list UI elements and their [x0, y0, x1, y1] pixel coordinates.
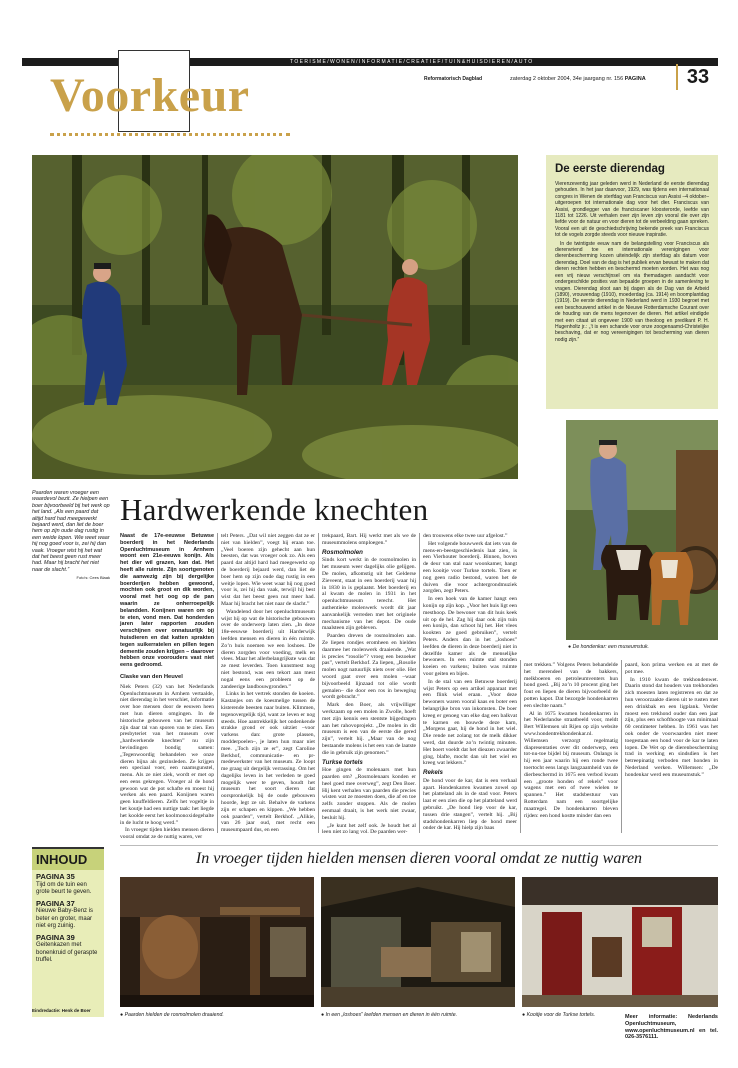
eindredactie: Eindredactie: Henk de Boer [32, 1008, 91, 1013]
inhoud-box [32, 847, 104, 1017]
article-paragraph: met trekken.” Volgens Peters behandelde het merendeel van de bakkers, melkboeren en petroleumventers hun hond goed. „Bij zo’n 10 procent ging het fout en liepen de dieren bijvoorbeeld de potten kapot. Dat bezorgde hondenkarren een slechte naam.” [524, 662, 618, 709]
article-paragraph: Niek Peters (32) van het Nederlands Openluchtmuseum in Arnhem vertaalde, niet dierendag in het verschiet, informatie over hoe mensen door de eeuwen heen met hun dieren omgingen. In de historische gebouwen van het museum zijn daar tal van sporen van te zien. Een presbyteriet van het museum over „hardwerkende knechten” nu zijn bevindingen bondig samen: „Tegenwoordig behandelen we onze dieren bijna als gezinsleden. Ze krijgen een speciaal voer, een naamsgunstel, menu. Als ze niet ziek, wordt er met op een eens gekregen. Vroeger al de hond gewoon wat de pot schafte en moest hij werken als een paard. Konijnen waren geen knuffeldieren. Zelfs het vogeltje in het koutje had een nuttige taak: het liegde het koolde eerst het koolmonoxidegehalte in de lucht te hoog werd.” [120, 683, 214, 826]
masthead-rubric: TOERISME/WONEN/INFORMATIE/CREATIEF/TUIN&HUISDIEREN/AUTO [290, 59, 534, 65]
article-column-6 [625, 662, 718, 780]
column-rule [318, 533, 319, 833]
column-rule [621, 660, 622, 833]
section-underline [50, 133, 290, 137]
photo-credit: Foto's: Cees Blaak [76, 575, 110, 581]
more-info: Meer informatie: Nederlands Openluchtmuseum, www.openluchtmuseum.nl en tel. 026-3576111. [625, 1014, 718, 1041]
article-paragraph: Wandelend door het openluchtmuseum wijst hij op wat de historische gebouwen over de onderwerp laten zien. „In deze 18e-eeuwse boerderij uit Harderwijk leefden mensen en dieren in één ruimte. Zo’n huis noemen we een loshoes. De dieren zorgden voor voeding, melk en vlees. Maar het allerbelangrijkste was dat ze mest leverden. Toen kunstmest nog niet bestond, was een tekort aan mest nogal eens een probleem op de zandeerige landbouwgronden.” [221, 608, 315, 690]
photo-row-headline: In vroeger tijden hielden mensen dieren vooral omdat ze nuttig waren [120, 845, 718, 868]
article-paragraph: trekpaard, Bart. Hij werkt met als we de museummolens omploegen.” [322, 533, 416, 546]
article-paragraph: De hond voor de kar, dat is een verhaal apart. Hondenkarren kwamen zowel op het platteland als in de stad voor. Peters laat er een zien die op het platteland werd gebruikt. „De hond liep voor de kar, tussen drie stangen”, vertelt hij. „Bij stadshondenkarren liep de hond meer onder de kar. Hij hielp zijn baas [423, 777, 517, 832]
article-paragraph: paard, kon prima werken en at met de pot mee. [625, 662, 718, 675]
paper-date: zaterdag 2 oktober 2004, 34e jaargang nr. 156 PAGINA [510, 76, 646, 82]
column-rule [520, 660, 521, 833]
article-column-5 [524, 662, 618, 820]
main-photo-caption: Paarden waren vroeger een waardevol bezit. Ze hielpen een boer bijvoorbeeld bij het werk op het land. „Als een paard dat altijd hard had meegewerkt bejaard werd, dan liet de boer hem op zijn oude dag rustig in een weide lopen. Wie weet waar hij nog goed voor is, zei hij dan vaak. Vroeger wist hij het wat dat het beest geen rust meer had. Maar hij bracht het niet naar de slacht.” Foto's: Cees Blaak [32, 490, 110, 581]
article-paragraph: In de stal van een Betuwse boerderij wijst Peters op een artikel apparaat met een flink wiel eraan. „Voor deze bewoners waren vooral kaas en boter een belangrijke bron van inkomsten. De boer kreeg er genoeg van elke dag een balkvat te karnen en bouwde deze karn, „Morgens gaat, hij de hond in het wiel. Die rende net zolang tot de melk dikker werd, dat duurde zo’n twintig minuten. Het boert voeldt dat het dieazen zwaarder ging, blafte, mocht dan uit het wiel en kreeg wat lekkers.” [423, 678, 517, 767]
paper-name: Reformatorisch Dagblad [424, 76, 483, 82]
article-paragraph: Links in het vertrek stonden de koeien. Kastanjes om de koesmelige tussen de kisterende beesten naar buiten. Klimmen, tegenovergelijk tijd, want ze leven er nog steeds. Hoe aantrekkelijk het ondenkende strakke grond er ook uitziet –voor varkens dan: grote plassen, modderpoelen–, je laten hun maar niet mee. „Toch zijn ze er”, zegt Caroline Berkhof, communicatie- en pr-medewerkster van het museum. Ze loopt me graag uit dergelijk verrassing. Om het dagelijks leven in het verleden te goed mogelijk weer te geven, houdt het museum het soort dieren dat oorspronkelijk bij de oude gebouwen hoorde, legt ze uit. Behalve de varkens zijn er schapen en kippen. „We hebben ook paarden”, vertelt Berkhof. „Alikie, van 26 jaar oud, met recht een museumpaard dus, en een [221, 691, 315, 834]
article-column-2 [221, 533, 315, 835]
main-photo-horse-plow [32, 155, 518, 479]
article-paragraph: Sinds kort werkt in de rosmolmolen in het museum weer dagelijks olie gelijgen. De molen, afkomstig uit het Gelderse Zieveent, staat in een boerderij waar hij in 1830 in is geplaatst. Met boerderij en al kwam de molen in 1931 in het openluchtmuseum terecht. Het authentieke molenwerk wordt dit jaar aanvankelijk verreden met het originele mechanisme van het depot. De oude maalsteen zijn gebleven. [322, 557, 416, 632]
section-title: Voorkeur [50, 69, 250, 122]
inhoud-item[interactable]: PAGINA 37 Nieuwe Baby-Benz is beter en groter, maar niet erg zuinig. [36, 898, 94, 929]
column-rule [419, 533, 420, 833]
column-rule [217, 533, 218, 833]
article-column-3 [322, 533, 416, 837]
dog-cart-photo [566, 420, 718, 640]
tortel-cage-photo-caption: ● Kooitje voor de Turkse tortels. [522, 1012, 596, 1018]
article-byline: Claske van den Heuvel [120, 673, 183, 680]
loshoes-photo-caption: ● In een „loshoes” leefden mensen en dieren in één ruimte. [321, 1012, 458, 1018]
mill-photo [120, 877, 314, 1007]
inhoud-item[interactable]: PAGINA 39 Geitenkazen met bonenkruid of geraspte truffel. [36, 932, 98, 963]
dog-photo-caption: ● De hondenkar: een museumstuk. [568, 644, 649, 650]
sidebar-paragraph: Vierenzeventig jaar geleden werd in Nederland de eerste dierendag gehouden. In het jaar daarvoor, 1929, was tijdens een internationaal congres in Wenen de sterfdag van Franciscus van Assisi –4 oktober– uitgeroepen tot internationale dag voor het dier. Franciscus van Assisi, grondlegger van de franciscaner kloosterorde, leefde van 1181 tot 1226. Uit verhalen over zijn leven zijn vooral die over zijn liefde voor de natuur en voor dieren tot de verbeelding gaan spreken. Vooral een uit de geschiedschrijving bekende preek van Franciscus tot de vogels zorgde steeds voor nieuwe inspiratie. [555, 181, 709, 239]
article-column-1 [120, 533, 214, 842]
subhead-rosmolmolen: Rosmolmolen [322, 548, 363, 556]
inhoud-title: INHOUD [32, 849, 104, 870]
sidebar-title: De eerste dierendag [555, 163, 665, 175]
article-paragraph: telt Peters. „Dat wil niet zeggen dat ze er niet van hielden”, voegt hij eraan toe. „Veel boeren zijn gehecht aan hun beesten, dat was vroeger ook zo. Als een paard dat altijd hard had meegewerkt op de boerderij bejaard werd, dan liet de boer hem op zijn oude dag rustig in een weitje lopen. Wie weet waar hij nog goed voor is, zei hij dan vaak, terwijl hij best wist dat het beest geen nut meer had. Maar hij bracht het niet naar de slacht.” [221, 533, 315, 607]
article-paragraph: den trouwens elke twee uur afgelost.” [423, 533, 508, 539]
article-paragraph: In vroeger tijden hielden mensen dieren vooral omdat ze de nuttig waren, ver [120, 827, 215, 841]
article-paragraph: „Je kunt het zelf ook. Je houdt het al leen niet zo lang vol. De paarden wer- [322, 822, 416, 836]
article-lead: Naast de 17e-eeuwse Betuwse boerderij in het Nederlands Openluchtmuseum in Arnhem woont een 21e-eeuws konijn. Als het dier wil grazen, kan dat. Het heeft alle ruimte. Zijn soortgenoten die aanwezig zijn bij dergelijke boerderijen hebben gewoond, mochten ook groot en dik worden, vooral met het oog op de pan waarin ze onherroepelijk belandden. Konijnen waren om op te eten, vond men. Dat honderden jaren later rapporten zouden verschijnen over onnatuurlijk bij huisdieren en dat katten sprakten tegen suikerratelen en pillen tegen dementie zouden krijgen – daarover hebben onze voorouders vast niet eens gedroomd. [120, 533, 214, 669]
inhoud-item[interactable]: PAGINA 35 Tijd om de tuin een grote beurt te geven. [36, 872, 92, 895]
article-paragraph: In 1910 kwam de trekhondenwet. Daarin stond dat houders van trekhonden zich moesten laten registreren en dat ze hun veroorzaakte dieren uit te rusten met een drinkbak en een ligplank. Verder moest een trekhond ouder dan een jaar zijn, plus een schofthoogte van minimaal 60 centimeter hebben. In 1961 was het ook onder de voorwaarden niet meer toegestaan een hond voor de kar te laten lopen. De Wet op de dierenbescherming trad in werking en sindsdien is het betreepinatig verboden met honden in Nederland werken. Willemsen: „De hondenkar werd een museumstuk.” [625, 676, 718, 778]
article-paragraph: Hoe gingen de molenaars met hun paarden om? „Rosmolenaars konden er heel goed mee overweg”, zegt Den Boer. Hij kent verhalen van paarden die precies wisten wat ze moesten doen, die af en toe zelfs zonder stoppen. Als de molen eenmaal draait, is het werk niet zwaar, besluit hij. [322, 767, 416, 821]
sidebar-eerste-dierendag [546, 155, 718, 409]
article-headline: Hardwerkende knechten [120, 492, 429, 527]
article-paragraph: Paarden dreven de rosmolmolen aan. Ze liepen rondjes eromheen en hielden daarmee het molenwerk draaiende. „Wat is precies “rosolie”? vroeg een bezoeker pas”, vertelt Berkhof. Za liepen, „Rosolie molen nogt natuurlijk niets over olie. Het woord gaat over een molen –waar bijvoorbeeld lijnzaad tot olie wordt gemalen– die door een ros in beweging wordt gebracht.” [322, 633, 416, 701]
article-paragraph: Al in 1675 kwamen hondenkarren in het Nederlandse straatbeeld voor, meldt Bert Willemsen uit Rijen op zijn website www.hondentrekhondenkar.nl. Willemsen verzorgt regelmatig diapresentaties over dit onderwerp, een tot-nu-toe bijdel bij museum. Onlangs is hij een jaar waarin hij een ronde twee toertocht eens langs langzaamheid van de dierbeschermd in 1675 een verbod kwam een „groote honden of rekels” voor wagens met een of twee wielen te spannen.” Het stadsbestuur van Rotterdam nam een soortgelijke maatregel. De hondenkarren bleven rijden: een hond kostte minder dan een [524, 710, 618, 819]
article-paragraph: In een hoek van de kamer hangt een konijn op zijn kop. „Voor het huis ligt een mesthoop. De bewoner van dit huis keek uit op de hel. Zag hij daar ook zijn tuin een konijn, dan schoot hij het. Het vlees kookten ze goed gebruiken”, vertelt Peters. Anders dan in het „loshoes” leefden de dieren in deze boerderij niet in dezelfde kamer als de menselijke bewoners. In een ruimte stal stonden koeien en varkens; buiten was ruimte voor geiten en bijen. [423, 596, 517, 677]
loshoes-photo [321, 877, 515, 1007]
tortel-cage-photo [522, 877, 718, 1007]
subhead-rekels: Rekels [423, 769, 443, 777]
subhead-turkse-tortels: Turkse tortels [322, 758, 363, 766]
article-column-4 [423, 533, 517, 833]
article-paragraph: Het volgende bouwwerk dat iets van de mens-en-beestgeschiedenis laat zien, is een Vierhouter boerderij. Binnen, boven de deur van stal naar woonkamer, hangt een kooitje voor Turkse tortels. Toen er nog geen radio bestond, waren het de duiven die voor achtergrondmuziek zorgden, zegt Peters. [423, 540, 517, 595]
mill-photo-caption: ● Paarden hielden de rosmolmolen draaiend. [120, 1012, 224, 1018]
sidebar-paragraph: In de twintigste eeuw nam de belangstelling voor Franciscus als dierenvriend toe en internationale verenigingen voor dierenbescherming kozen uiteindelijk zijn sterfdag als datum voor dierendag. Doel van de dag is het publiek ervan bewust te maken dat dieren rechten hebben en beschermd moeten worden. Het was nog een vrij nieuw verschijnsel om via themadagen aandacht voor ondergeschikte posities van bepaalde groepen in de samenleving te vragen. Dierendag sloot aan bij dagen als de Dag van de Arbeid (1890), vrouwendag (1910), moederdag (ca. 1914) en boomplantdag (1919). De eerste dierendag in Nederland werd in 1930 begroet met een beschouwend artikel in de Nieuwe Rotterdamsche Courant over de houding van de mens tegenover de dieren. Het artikel eindigde met een citaat uit ongeveer 1900 van theoloog en predikant P. H. Hugenholtz jr.: „’t is een schande voor onze zoogenaamd-Christelijke beschaving, dat er nog vereenigingen tot bescherming van dieren nodig zijn.” [555, 240, 709, 343]
article-paragraph: Mark den Boer, als vrijwilliger werkzaam op een molen in Zwolle, hoeft met zijn kennis een stentste bijgedragen aan het rahovoprojekt. „De molen in dit museum is een van de eerste die gered zijn”, vertelt hij. „Maar van de nog bestaande molens is het een van de laatste die in gebruik zijn genomen.” [322, 702, 416, 756]
page-number: 33 [676, 64, 718, 90]
